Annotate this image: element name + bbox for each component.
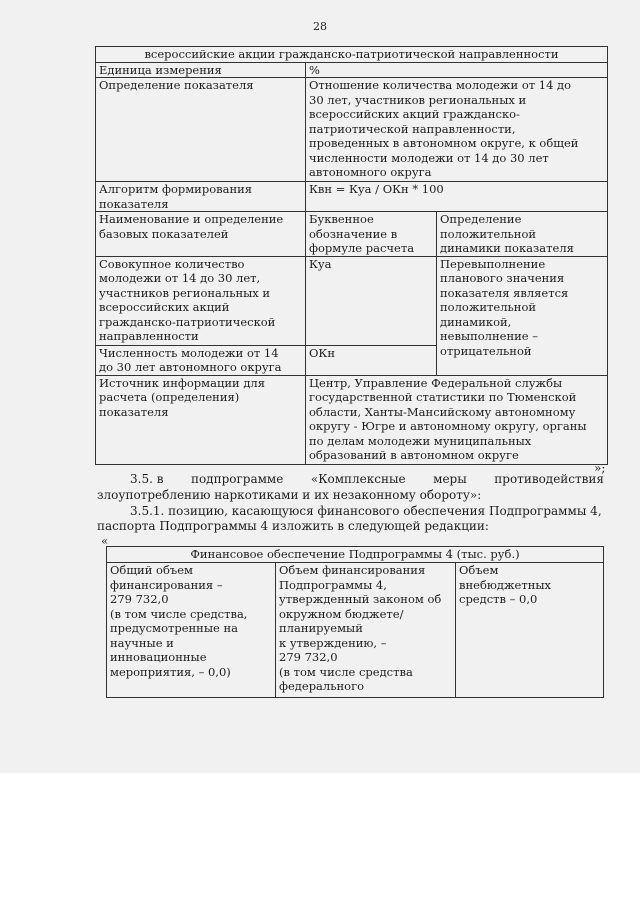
paragraph-3-5-1-line1: 3.5.1. позицию, касающуюся финансового обеспечения Подпрограммы 4, (130, 504, 602, 518)
indicator-table-header: всероссийские акции гражданско-патриотической направленности (96, 47, 608, 63)
word: 3.5. в (130, 472, 164, 486)
financing-table (106, 546, 604, 698)
source-value: Центр, Управление Федеральной службы государственной статистики по Тюменской области, Ханты-Мансийскому автономному округу - Югре и автономному округу, органы по делам молодежи муниципальных образований в автономном округе (306, 375, 608, 464)
total-financing-cell: Общий объем финансирования – 279 732,0 (в том числе средства, предусмотренные на научные и инновационные мероприятия, – 0,0) (107, 563, 276, 698)
definition-label: Определение показателя (96, 78, 306, 182)
paragraph-3-5-line2: злоупотреблению наркотиками и их незаконному обороту»: (97, 488, 482, 502)
word: подпрограмме (190, 472, 284, 486)
financing-table-header: Финансовое обеспечение Подпрограммы 4 (тыс. руб.) (107, 547, 604, 563)
opening-quote: « (101, 534, 109, 548)
subprogram-financing-cell: Объем финансирования Подпрограммы 4, утвержденный законом об окружном бюджете/ планируемый к утверждению, – 279 732,0 (в том числе средства федерального (276, 563, 456, 698)
positive-dynamics-label: Определение положительной динамики показателя (437, 212, 608, 257)
word: меры (433, 472, 467, 486)
paragraph-3-5-1-line2: паспорта Подпрограммы 4 изложить в следующей редакции: (97, 519, 489, 533)
base-row-letter: Куа (306, 256, 437, 345)
base-row-name: Численность молодежи от 14 до 30 лет автономного округа (96, 345, 306, 375)
word: «Комплексные (310, 472, 406, 486)
word: противодействия (494, 472, 604, 486)
unit-label: Единица измерения (96, 62, 306, 78)
paragraph-3-5-line1 (130, 472, 604, 487)
algorithm-formula: Квн = Куа / ОКн * 100 (306, 182, 608, 212)
extrabudgetary-cell: Объем внебюджетных средств – 0,0 (456, 563, 604, 698)
unit-value: % (306, 62, 608, 78)
source-label: Источник информации для расчета (определения) показателя (96, 375, 306, 464)
definition-value: Отношение количества молодежи от 14 до 30 лет, участников региональных и всероссийских акций гражданско- патриотической направленности, проведенных в автономном округе, к общей численности молодежи от 14 до 30 лет автономного округа (306, 78, 608, 182)
paragraph-3-5 (130, 472, 604, 487)
indicator-table (95, 46, 608, 465)
base-row-letter: ОКн (306, 345, 437, 375)
positive-dynamics-value: Перевыполнение планового значения показателя является положительной динамикой, невыполнение – отрицательной (437, 256, 608, 375)
base-row-name: Совокупное количество молодежи от 14 до 30 лет, участников региональных и всероссийских акций гражданско-патриотической направленности (96, 256, 306, 345)
algorithm-label: Алгоритм формирования показателя (96, 182, 306, 212)
base-indicators-label: Наименование и определение базовых показателей (96, 212, 306, 257)
page-number: 28 (313, 20, 327, 33)
closing-quote: »; (594, 461, 606, 475)
letter-notation-label: Буквенное обозначение в формуле расчета (306, 212, 437, 257)
